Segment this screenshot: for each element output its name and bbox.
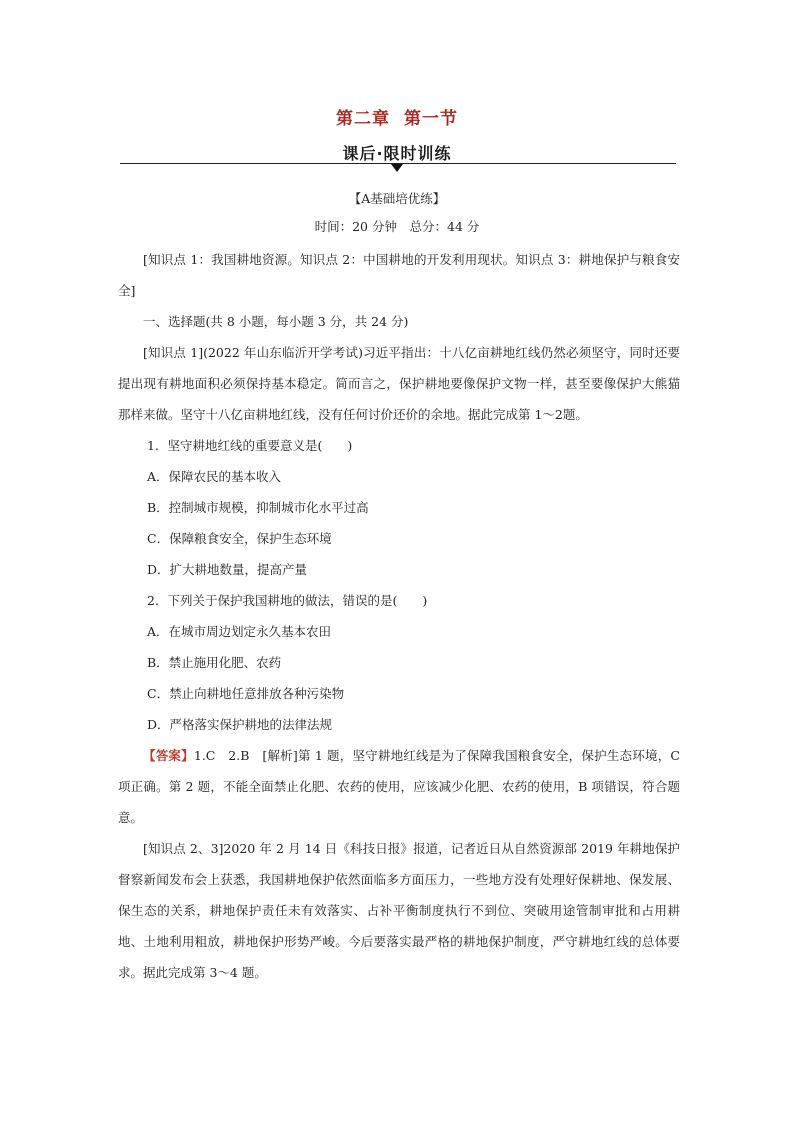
chapter-title xyxy=(0,104,794,129)
material-paragraph-2: [知识点 2、3]2020 年 2 月 14 日《科技日报》报道，记者近日从自然资源部 2019 年耕地保护督察新闻发布会上获悉，我国耕地保护依然面临多方面压力，一些地方没有处理好保耕地、保发展、保生态的关系，耕地保护责任未有效落实、占补平衡制度执行不到位、突破用途管制审批和占用耕地、土地利用粗放，耕地保护形势严峻。今后要落实最严格的耕地保护制度，严守耕地红线的总体要求。据此完成第 3～4 题。 xyxy=(118,841,680,980)
divider-arrow-icon xyxy=(391,164,403,172)
question-2-option-c: C．禁止向耕地任意排放各种污染物 xyxy=(147,686,345,701)
knowledge-points: [知识点 1：我国耕地资源。知识点 2：中国耕地的开发利用现状。知识点 3：耕地保护与粮食安全] xyxy=(118,252,680,298)
material-paragraph-1: [知识点 1](2022 年山东临沂开学考试)习近平指出：十八亿亩耕地红线仍然必须坚守，同时还要提出现有耕地面积必须保持基本稳定。简而言之，保护耕地要像保护文物一样，甚至要像保护大熊猫那样来做。坚守十八亿亩耕地红线，没有任何讨价还价的余地。据此完成第 1～2题。 xyxy=(118,345,680,422)
question-stem-1: 1．坚守耕地红线的重要意义是( ) xyxy=(147,438,353,453)
level-heading: 【A基础培优练】 xyxy=(348,191,446,206)
page-subtitle: 课后·限时训练 xyxy=(342,144,452,163)
part-title: 一、选择题(共 8 小题，每小题 3 分，共 24 分) xyxy=(143,314,409,329)
answer-tag: 【答案】 xyxy=(143,748,194,763)
question-1-option-d: D．扩大耕地数量，提高产量 xyxy=(147,562,308,577)
answer-block xyxy=(118,740,680,833)
question-1-option-c: C．保障粮食安全，保护生态环境 xyxy=(147,531,332,546)
content-body xyxy=(118,244,680,988)
question-1-option-b: B．控制城市规模，抑制城市化水平过高 xyxy=(147,500,369,515)
time-score-line: 时间：20 分钟 总分：44 分 xyxy=(314,219,480,234)
question-2-option-b: B．禁止施用化肥、农药 xyxy=(147,655,282,670)
question-2-option-a: A．在城市周边划定永久基本农田 xyxy=(147,624,332,639)
answer-text: 1.C 2.B [解析]第 1 题，坚守耕地红线是为了保障我国粮食安全，保护生态环境，C 项正确。第 2 题，不能全面禁止化肥、农药的使用，应该减少化肥、农药的使用，B 项错误，符合题意。 xyxy=(118,748,680,825)
question-2-option-d: D．严格落实保护耕地的法律法规 xyxy=(147,717,333,732)
question-1-option-a: A．保障农民的基本收入 xyxy=(147,469,282,484)
chapter-label: 第二章 xyxy=(336,109,390,129)
section-label: 第一节 xyxy=(404,109,458,129)
question-stem-2: 2．下列关于保护我国耕地的做法，错误的是( ) xyxy=(147,593,428,608)
